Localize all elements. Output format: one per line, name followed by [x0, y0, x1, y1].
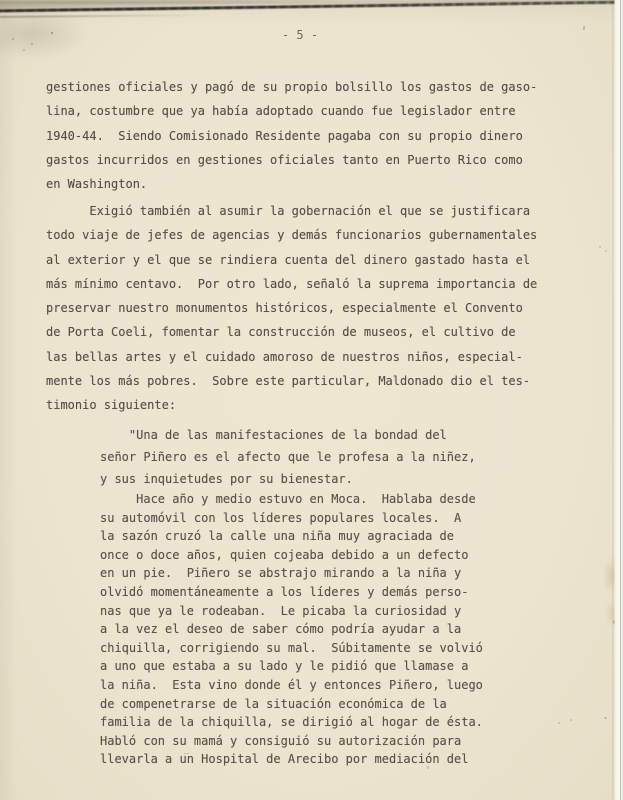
text-line: a uno que estaba a su lado y le pidió que llamase a	[100, 659, 469, 674]
text-line: todo viaje de jefes de agencias y demás funcionarios gubernamentales	[46, 228, 538, 243]
text-line: mente los más pobres. Sobre este particular, Maldonado dio el tes-	[46, 374, 531, 389]
block-quote-paragraph-2	[100, 490, 483, 769]
text-line: de compenetrarse de la situación económica de la	[100, 696, 447, 711]
paper-speck	[12, 38, 14, 40]
text-line: olvidó momentáneamente a los líderes y demás perso-	[100, 584, 469, 599]
paper-speck	[31, 43, 33, 45]
text-line: la niña. Esta vino donde él y entonces Piñero, luego	[100, 677, 483, 692]
body-paragraph-1	[46, 75, 537, 196]
text-line: señor Piñero es el afecto que le profesa a la niñez,	[100, 450, 476, 464]
text-line: de Porta Coeli, fomentar la construcción de museos, el cultivo de	[46, 325, 516, 340]
paper-speck	[427, 766, 429, 769]
text-line: "Una de las manifestaciones de la bondad del	[100, 428, 447, 442]
text-line: timonio siguiente:	[46, 398, 177, 413]
text-line: en un pie. Piñero se abstrajo mirando a la niña y	[100, 566, 462, 581]
text-line: la sazón cruzó la calle una niña muy agraciada de	[100, 529, 455, 544]
text-line: nas que ya le rodeaban. Le picaba la curiosidad y	[100, 603, 462, 618]
text-line: las bellas artes y el cuidado amoroso de nuestros niños, especial-	[46, 349, 523, 364]
text-line: gastos incurridos en gestiones oficiales tanto en Puerto Rico como	[46, 152, 523, 167]
text-line: en Washington.	[46, 177, 148, 192]
paper-speck	[570, 719, 572, 721]
text-line: Exigió también al asumir la gobernación el que se justificara	[46, 204, 531, 218]
paper-speck	[184, 753, 189, 754]
text-line: lina, costumbre que ya había adoptado cuando fue legislador entre	[46, 104, 516, 119]
text-line: familia de la chiquilla, se dirigió al hogar de ésta.	[100, 715, 483, 730]
text-line: Hace año y medio estuvo en Moca. Hablaba desde	[100, 492, 476, 506]
text-line: su automóvil con los líderes populares locales. A	[100, 510, 462, 525]
text-line: más mínimo centavo. Por otro lado, señaló la suprema importancia de	[46, 276, 538, 291]
paper-speck	[604, 717, 607, 719]
page-right-edge	[612, 0, 623, 800]
text-line: 1940-44. Siendo Comisionado Residente pagaba con su propio dinero	[46, 128, 523, 143]
text-line: a la vez el deseo de saber cómo podría ayudar a la	[100, 622, 462, 637]
text-line: al exterior y el que se rindiera cuenta del dinero gastado hasta el	[46, 252, 531, 267]
text-line: once o doce años, quien cojeaba debido a un defecto	[100, 547, 469, 562]
paper-speck	[599, 246, 601, 248]
paper-speck	[558, 722, 560, 724]
text-line: preservar nuestro monumentos históricos, especialmente el Convento	[46, 301, 523, 316]
block-quote-paragraph-1	[100, 424, 476, 490]
paper-speck	[51, 32, 53, 34]
text-line: y sus inquietudes por su bienestar.	[100, 472, 353, 486]
text-line: chiquilla, corrigiendo su mal. Súbitamente se volvió	[100, 640, 483, 655]
paper-speck	[23, 49, 25, 51]
body-paragraph-2	[46, 199, 537, 418]
page-number: - 5 -	[281, 28, 319, 42]
text-line: llevarla a un Hospital de Arecibo por mediación del	[100, 752, 469, 767]
scan-artifact-top-line	[0, 1, 623, 13]
paper-speck	[605, 250, 607, 252]
text-line: Habló con su mamá y consiguió su autorización para	[100, 733, 462, 748]
text-line: gestiones oficiales y pagó de su propio bolsillo los gastos de gaso-	[46, 80, 538, 94]
